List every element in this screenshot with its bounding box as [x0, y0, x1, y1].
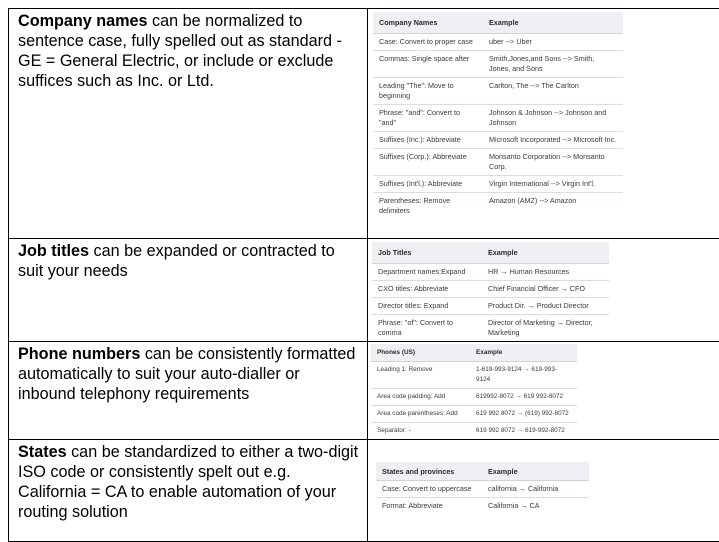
- table-header-row: [371, 344, 577, 362]
- section-row-job-titles: [9, 239, 719, 342]
- table-row: [373, 105, 623, 132]
- example-cell: Monsanto Corporation --> Monsanto Corp.: [483, 149, 623, 176]
- table-row: [371, 406, 577, 423]
- example-cell: Product Dir. → Product Director: [482, 298, 609, 315]
- rule-cell: Suffixes (Corp.): Abbreviate: [373, 149, 483, 176]
- column-header: Company Names: [373, 12, 483, 34]
- table-row: [376, 481, 589, 498]
- section-row-states: [9, 440, 719, 542]
- table-row: [371, 362, 577, 389]
- example-cell: HR → Human Resources: [482, 264, 609, 281]
- table-row: [373, 34, 623, 51]
- table-row: [372, 315, 609, 342]
- table-row: [371, 423, 577, 440]
- rule-cell: Director titles: Expand: [372, 298, 482, 315]
- column-header: Example: [470, 344, 577, 362]
- column-header: Example: [483, 12, 623, 34]
- example-cell: uber --> Uber: [483, 34, 623, 51]
- table-row: [372, 298, 609, 315]
- example-cell: 1-619-993-9124 → 619-993-9124: [470, 362, 577, 389]
- section-lead: Phone numbers: [18, 345, 140, 363]
- example-cell: 619 992 8072 → (619) 992-8072: [470, 406, 577, 423]
- rule-cell: CXO titles: Abbreviate: [372, 281, 482, 298]
- rule-cell: Phrase: "of": Convert to comma: [372, 315, 482, 342]
- section-text: can be consistently formatted automatically to suit your auto-dialler or inbound telephony requirements: [18, 345, 355, 403]
- example-cell: Virgin International --> Virgin Int'l.: [483, 176, 623, 193]
- rule-cell: Commas: Single space after: [373, 51, 483, 78]
- example-cell: 619992-8072 → 619 992-8072: [470, 389, 577, 406]
- example-cell: Carlton, The --> The Carlton: [483, 78, 623, 105]
- states-table: [376, 462, 589, 514]
- section-description: [9, 342, 368, 440]
- rule-cell: Suffixes (Inc.): Abbreviate: [373, 132, 483, 149]
- section-text: can be expanded or contracted to suit your needs: [18, 242, 335, 280]
- section-row-phone-numbers: [9, 342, 719, 440]
- rule-cell: Format: Abbreviate: [376, 498, 482, 515]
- table-row: [376, 498, 589, 515]
- table-row: [371, 389, 577, 406]
- rule-cell: Separator: -: [371, 423, 470, 440]
- table-row: [372, 264, 609, 281]
- section-example-cell: [368, 239, 719, 342]
- rule-cell: Area code padding: Add: [371, 389, 470, 406]
- rule-cell: Parentheses: Remove delimiters: [373, 193, 483, 220]
- rule-cell: Area code parentheses: Add: [371, 406, 470, 423]
- rule-cell: Department names:Expand: [372, 264, 482, 281]
- column-header: Example: [482, 462, 589, 481]
- example-cell: Director of Marketing → Director, Marketing: [482, 315, 609, 342]
- table-row: [372, 281, 609, 298]
- rule-cell: Phrase: "and": Convert to "and": [373, 105, 483, 132]
- section-text: can be standardized to either a two-digit ISO code or consistently spelt out e.g. California = CA to enable automation of your routing solution: [18, 443, 358, 521]
- column-header: Phones (US): [371, 344, 470, 362]
- example-cell: Microsoft Incorporated --> Microsoft Inc.: [483, 132, 623, 149]
- section-example-cell: [368, 9, 719, 239]
- table-row: [373, 176, 623, 193]
- example-cell: Smith,Jones,and Sons --> Smith, Jones, and Sons: [483, 51, 623, 78]
- table-header-row: [372, 242, 609, 264]
- example-cell: Johnson & Johnson --> Johnson and Johnson: [483, 105, 623, 132]
- section-lead: Job titles: [18, 242, 89, 260]
- column-header: States and provinces: [376, 462, 482, 481]
- table-header-row: [376, 462, 589, 481]
- rule-cell: Leading 1: Remove: [371, 362, 470, 389]
- document-table: [8, 8, 719, 542]
- table-row: [373, 193, 623, 220]
- section-lead: Company names: [18, 12, 148, 30]
- section-example-cell: [368, 342, 719, 440]
- example-cell: Amazon (AMZ) --> Amazon: [483, 193, 623, 220]
- column-header: Job Titles: [372, 242, 482, 264]
- example-cell: california → California: [482, 481, 589, 498]
- table-header-row: [373, 12, 623, 34]
- table-row: [373, 132, 623, 149]
- example-cell: California → CA: [482, 498, 589, 515]
- section-row-company-names: [9, 9, 719, 239]
- example-cell: 619 992 8072 → 619-992-8072: [470, 423, 577, 440]
- table-row: [373, 78, 623, 105]
- job-titles-table: [372, 242, 609, 341]
- example-cell: Chief Financial Officer → CFO: [482, 281, 609, 298]
- section-description: [9, 440, 368, 542]
- section-lead: States: [18, 443, 67, 461]
- section-description: [9, 9, 368, 239]
- rule-cell: Case: Convert to proper case: [373, 34, 483, 51]
- table-row: [373, 149, 623, 176]
- column-header: Example: [482, 242, 609, 264]
- section-description: [9, 239, 368, 342]
- rule-cell: Case: Convert to uppercase: [376, 481, 482, 498]
- table-row: [373, 51, 623, 78]
- phones-table: [371, 344, 577, 439]
- section-example-cell: [368, 440, 719, 542]
- company-names-table: [373, 12, 623, 219]
- section-text: can be normalized to sentence case, fully spelled out as standard - GE = General Electric, or include or exclude suffices such as Inc. or Ltd.: [18, 12, 342, 90]
- rule-cell: Suffixes (Int'l.): Abbreviate: [373, 176, 483, 193]
- rule-cell: Leading "The": Move to beginning: [373, 78, 483, 105]
